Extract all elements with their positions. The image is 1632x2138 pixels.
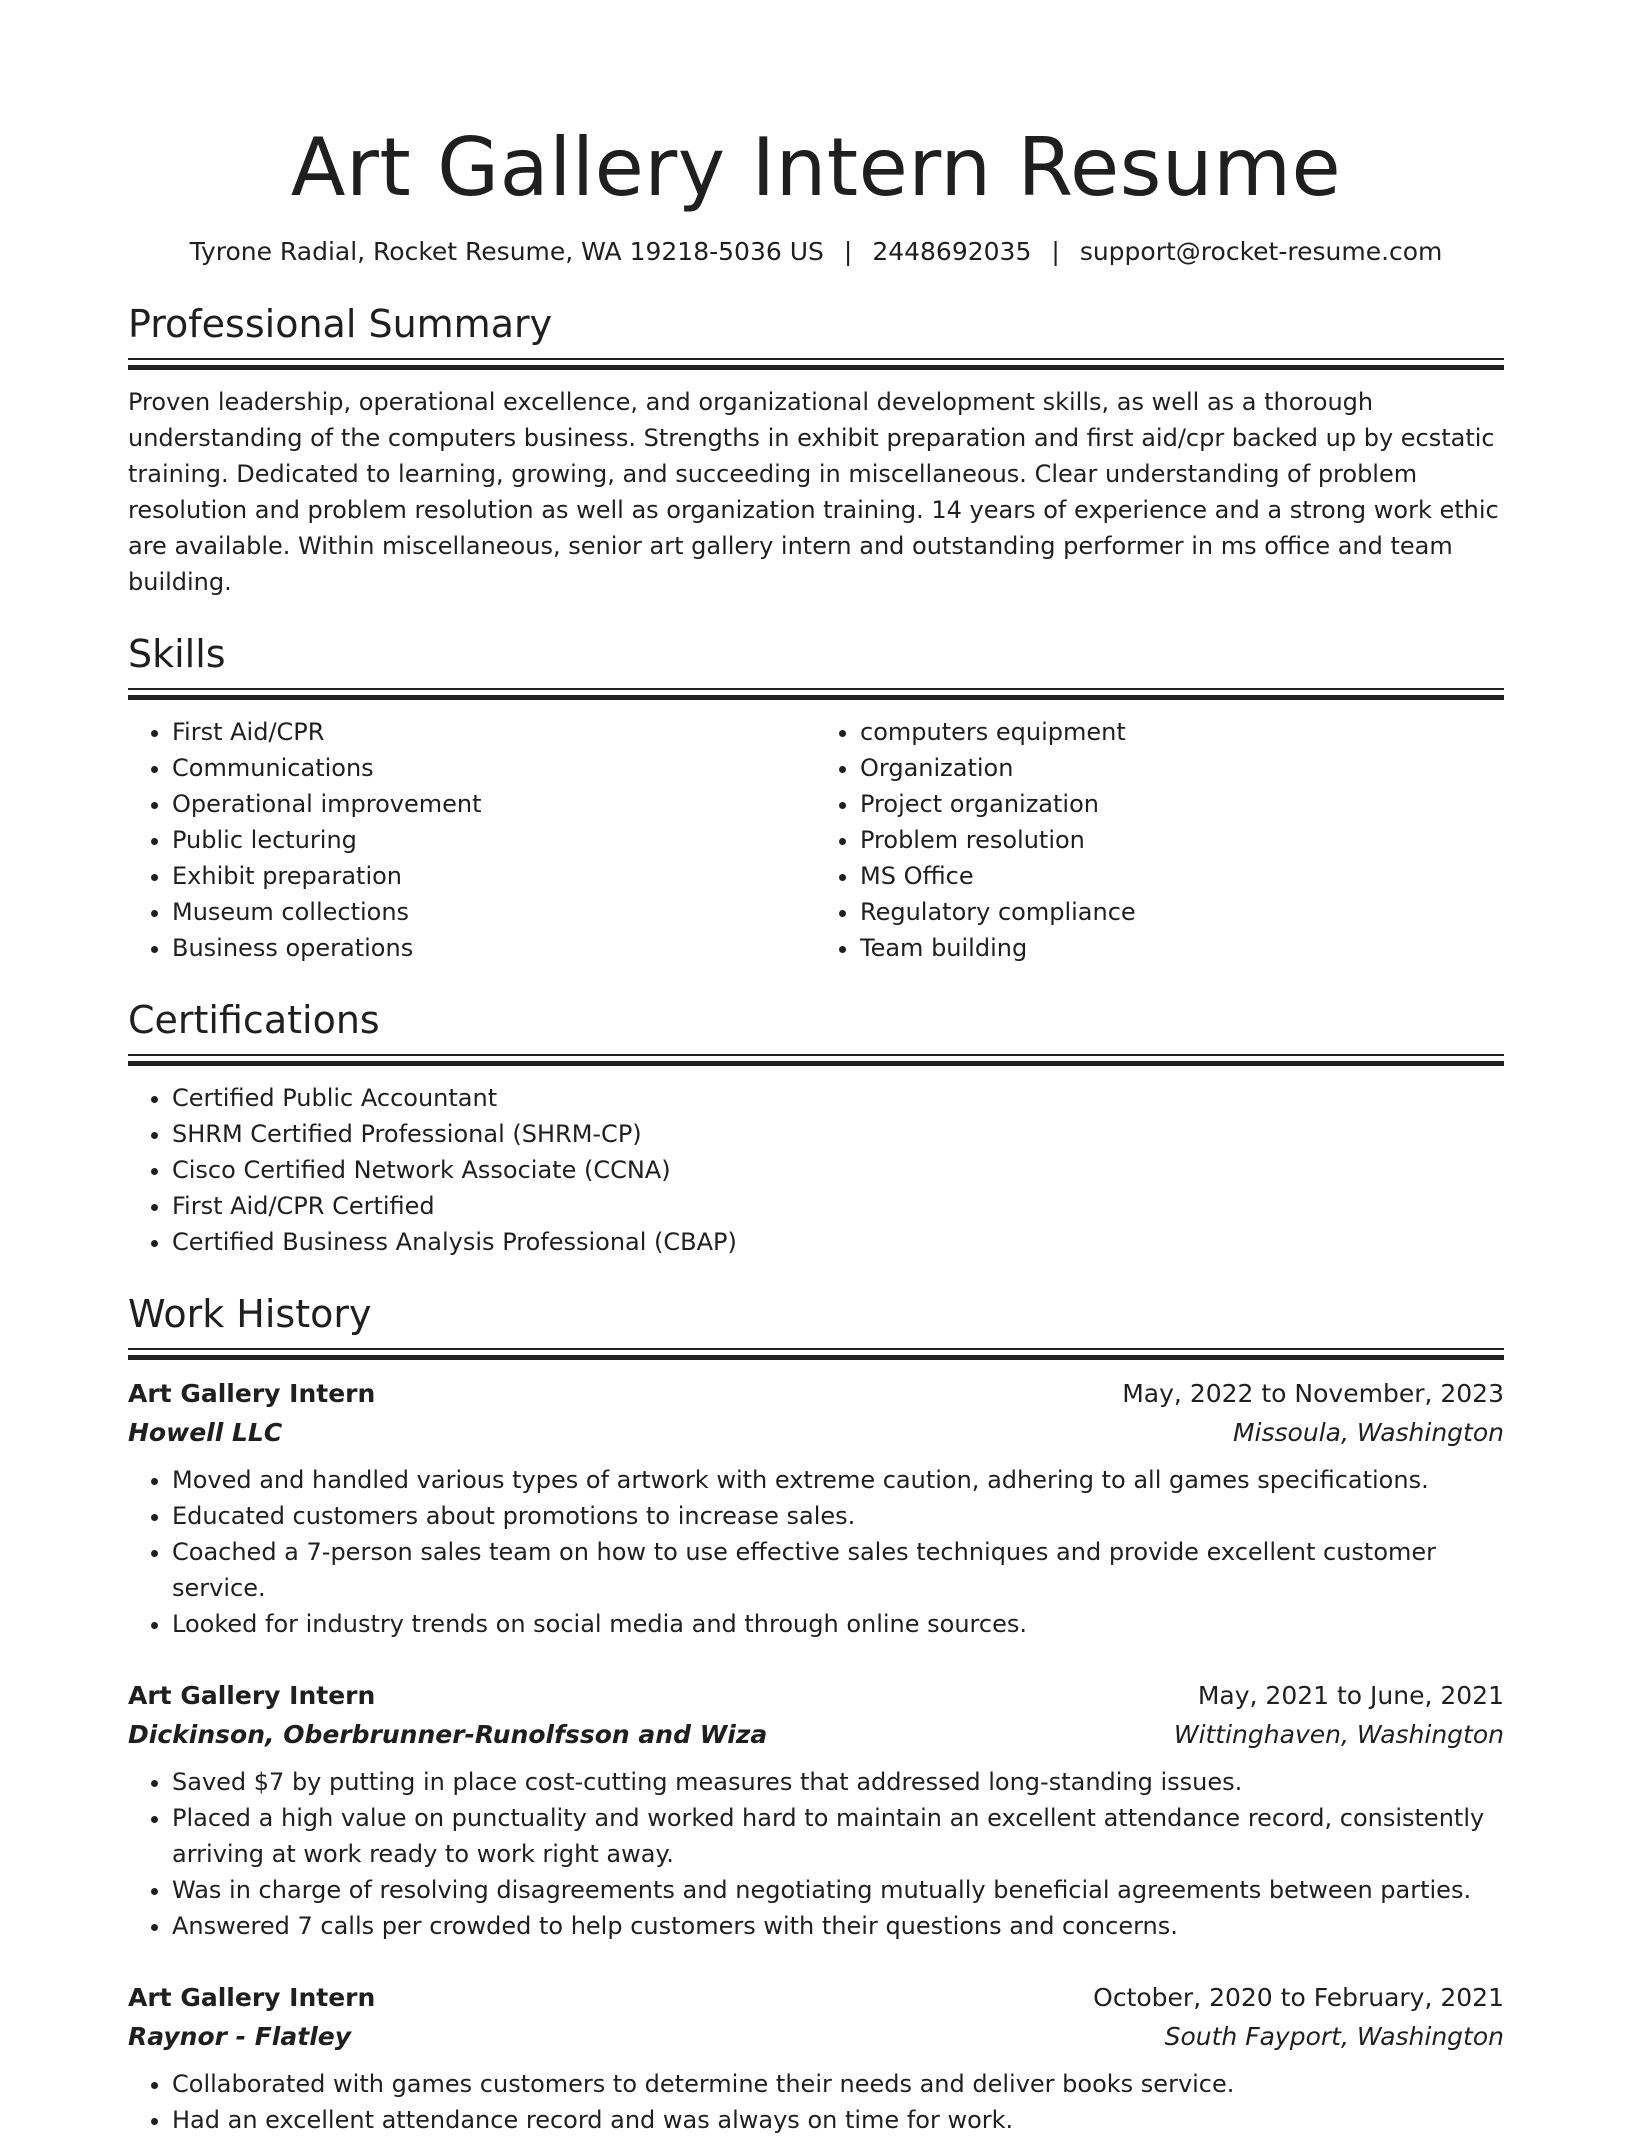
- job-bullets: [128, 2066, 1504, 2138]
- job-bullet: • Moved and handled various types of artwork with extreme caution, adhering to all games specifications.: [172, 1462, 1504, 1498]
- skill-item: • Operational improvement: [172, 786, 816, 822]
- job-entry: [128, 1374, 1504, 1642]
- contact-line: [128, 234, 1504, 270]
- section-divider: [128, 1348, 1504, 1360]
- job-dates: October, 2020 to February, 2021: [1093, 1983, 1504, 2012]
- certification-item: • SHRM Certified Professional (SHRM-CP): [172, 1116, 1504, 1152]
- skill-item: • Museum collections: [172, 894, 816, 930]
- job-dates: May, 2021 to June, 2021: [1197, 1681, 1504, 1710]
- job-bullet: • Looked for industry trends on social media and through online sources.: [172, 1606, 1504, 1642]
- skill-item: • Regulatory compliance: [860, 894, 1504, 930]
- job-bullet: • Answered 7 calls per crowded to help customers with their questions and concerns.: [172, 1908, 1504, 1944]
- skill-item: • Business operations: [172, 930, 816, 966]
- skills-section: [128, 630, 1504, 966]
- page-title: Art Gallery Intern Resume: [290, 121, 1342, 214]
- summary-section: [128, 300, 1504, 600]
- section-heading: Work History: [128, 1292, 372, 1336]
- contact-email: support@rocket-resume.com: [1079, 237, 1443, 266]
- section-heading: Professional Summary: [128, 302, 553, 346]
- skills-list-right: [816, 714, 1504, 966]
- job-bullet: • Collaborated with games customers to determine their needs and deliver books service.: [172, 2066, 1504, 2102]
- job-bullets: [128, 1764, 1504, 1944]
- skill-item: • Team building: [860, 930, 1504, 966]
- skill-item: • First Aid/CPR: [172, 714, 816, 750]
- contact-phone: 2448692035: [872, 237, 1032, 266]
- job-title: Art Gallery Intern: [128, 1681, 376, 1710]
- job-location: South Fayport, Washington: [1164, 2022, 1504, 2051]
- section-divider: [128, 688, 1504, 700]
- skill-item: • Communications: [172, 750, 816, 786]
- job-bullet: • Placed a high value on punctuality and worked hard to maintain an excellent attendance record, consistently arriving at work ready to work right away.: [172, 1800, 1504, 1872]
- certification-item: • Certified Public Accountant: [172, 1080, 1504, 1116]
- job-bullet: • Educated customers about promotions to increase sales.: [172, 1498, 1504, 1534]
- job-entry: [128, 1978, 1504, 2138]
- job-company: Howell LLC: [128, 1418, 283, 1447]
- contact-address: Tyrone Radial, Rocket Resume, WA 19218-5036 US: [189, 237, 824, 266]
- section-divider: [128, 1054, 1504, 1066]
- job-bullets: [128, 1462, 1504, 1642]
- job-bullet: • Was in charge of resolving disagreements and negotiating mutually beneficial agreements between parties.: [172, 1872, 1504, 1908]
- job-company: Raynor - Flatley: [128, 2022, 352, 2051]
- skill-item: • Project organization: [860, 786, 1504, 822]
- work-history-section: [128, 1290, 1504, 2138]
- skills-columns: [128, 714, 1504, 966]
- job-entry: [128, 1676, 1504, 1944]
- job-bullet: • Coached a 7-person sales team on how to use effective sales techniques and provide excellent customer service.: [172, 1534, 1504, 1606]
- job-dates: May, 2022 to November, 2023: [1122, 1379, 1504, 1408]
- skill-item: • Problem resolution: [860, 822, 1504, 858]
- job-company: Dickinson, Oberbrunner-Runolfsson and Wiza: [128, 1720, 768, 1749]
- job-title: Art Gallery Intern: [128, 1983, 376, 2012]
- skill-item: • computers equipment: [860, 714, 1504, 750]
- summary-text: Proven leadership, operational excellence, and organizational development skills, as well as a thorough understanding of the computers business. Strengths in exhibit preparation and first aid/cpr backed up by ecstatic training. Dedicated to learning, growing, and succeeding in miscellaneous. Clear understanding of problem resolution and problem resolution as well as organization training. 14 years of experience and a strong work ethic are available. Within miscellaneous, senior art gallery intern and outstanding performer in ms office and team building.: [128, 388, 1499, 596]
- certifications-section: [128, 996, 1504, 1260]
- skill-item: • Organization: [860, 750, 1504, 786]
- job-location: Wittinghaven, Washington: [1173, 1720, 1504, 1749]
- skill-item: • Exhibit preparation: [172, 858, 816, 894]
- skill-item: • MS Office: [860, 858, 1504, 894]
- contact-separator: |: [843, 237, 853, 266]
- section-heading: Certifications: [128, 998, 380, 1042]
- job-bullet: • Saved $7 by putting in place cost-cutting measures that addressed long-standing issues.: [172, 1764, 1504, 1800]
- skills-list-left: [128, 714, 816, 966]
- job-bullet: • Had an excellent attendance record and was always on time for work.: [172, 2102, 1504, 2138]
- certification-item: • Certified Business Analysis Professional (CBAP): [172, 1224, 1504, 1260]
- job-title: Art Gallery Intern: [128, 1379, 376, 1408]
- job-location: Missoula, Washington: [1232, 1418, 1504, 1447]
- contact-separator: |: [1051, 237, 1060, 266]
- certification-item: • First Aid/CPR Certified: [172, 1188, 1504, 1224]
- section-heading: Skills: [128, 632, 226, 676]
- certification-item: • Cisco Certified Network Associate (CCNA): [172, 1152, 1504, 1188]
- skill-item: • Public lecturing: [172, 822, 816, 858]
- section-divider: [128, 358, 1504, 370]
- certifications-list: [128, 1080, 1504, 1260]
